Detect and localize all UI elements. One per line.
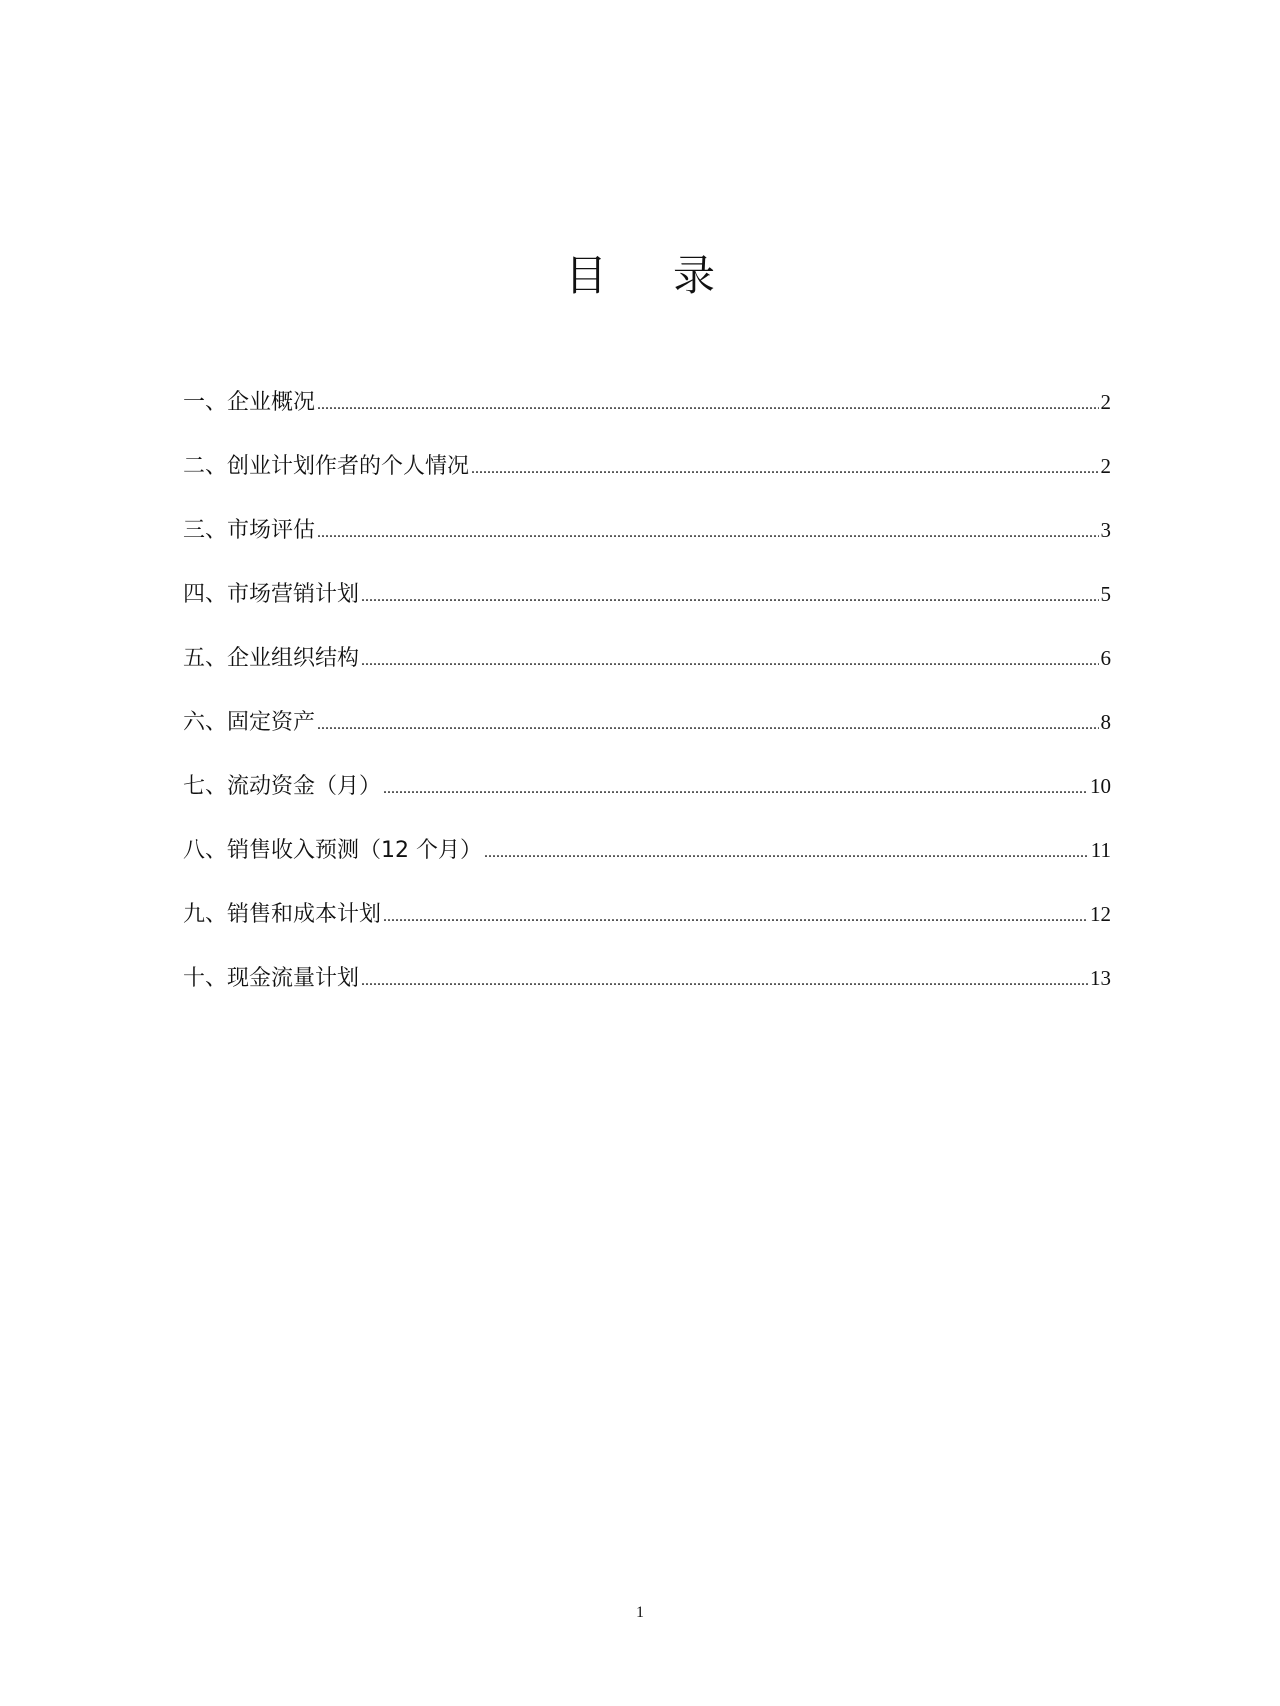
toc-entry-page: 3	[1100, 518, 1111, 542]
toc-dot-leader	[317, 387, 1098, 423]
toc-entry-page: 2	[1100, 454, 1111, 478]
toc-entry-page: 11	[1090, 838, 1111, 862]
toc-entry-page: 2	[1100, 390, 1111, 414]
footer-page-number: 1	[636, 1604, 644, 1621]
toc-entry-label: 五、企业组织结构	[183, 646, 360, 671]
toc-dot-leader	[361, 963, 1088, 999]
toc-dot-leader	[484, 835, 1089, 871]
toc-entry-page: 6	[1100, 646, 1111, 670]
toc-entry-label: 一、企业概况	[183, 390, 316, 415]
toc-entry-page: 10	[1090, 774, 1111, 798]
toc-entry-label: 十、现金流量计划	[183, 966, 360, 991]
toc-entry-page: 13	[1090, 966, 1111, 990]
toc-entry-label: 八、销售收入预测（12 个月）	[183, 838, 482, 863]
toc-entry-label: 九、销售和成本计划	[183, 902, 382, 927]
toc-entry-4[interactable]	[183, 576, 1111, 640]
toc-entry-9[interactable]	[183, 896, 1111, 960]
toc-entry-page: 12	[1090, 902, 1111, 926]
toc-dot-leader	[383, 771, 1088, 807]
toc-entry-6[interactable]	[183, 704, 1111, 768]
toc-entry-1[interactable]	[183, 384, 1111, 448]
toc-dot-leader	[383, 899, 1088, 935]
toc-entry-7[interactable]	[183, 768, 1111, 832]
toc-entry-page: 5	[1100, 582, 1111, 606]
toc-entry-page: 8	[1100, 710, 1111, 734]
toc-dot-leader	[361, 643, 1098, 679]
toc-dot-leader	[317, 515, 1098, 551]
toc-entry-8[interactable]	[183, 832, 1111, 896]
toc-dot-leader	[317, 707, 1098, 743]
table-of-contents	[183, 384, 1111, 1024]
toc-entry-2[interactable]	[183, 448, 1111, 512]
toc-entry-label: 四、市场营销计划	[183, 582, 360, 607]
toc-entry-label: 三、市场评估	[183, 518, 316, 543]
toc-dot-leader	[361, 579, 1098, 615]
toc-entry-3[interactable]	[183, 512, 1111, 576]
toc-entry-label: 六、固定资产	[183, 710, 316, 735]
toc-entry-5[interactable]	[183, 640, 1111, 704]
toc-entry-label: 二、创业计划作者的个人情况	[183, 454, 470, 479]
toc-entry-label: 七、流动资金（月）	[183, 774, 382, 799]
toc-dot-leader	[471, 451, 1098, 487]
page-title: 目录	[564, 251, 781, 300]
toc-entry-10[interactable]	[183, 960, 1111, 1024]
